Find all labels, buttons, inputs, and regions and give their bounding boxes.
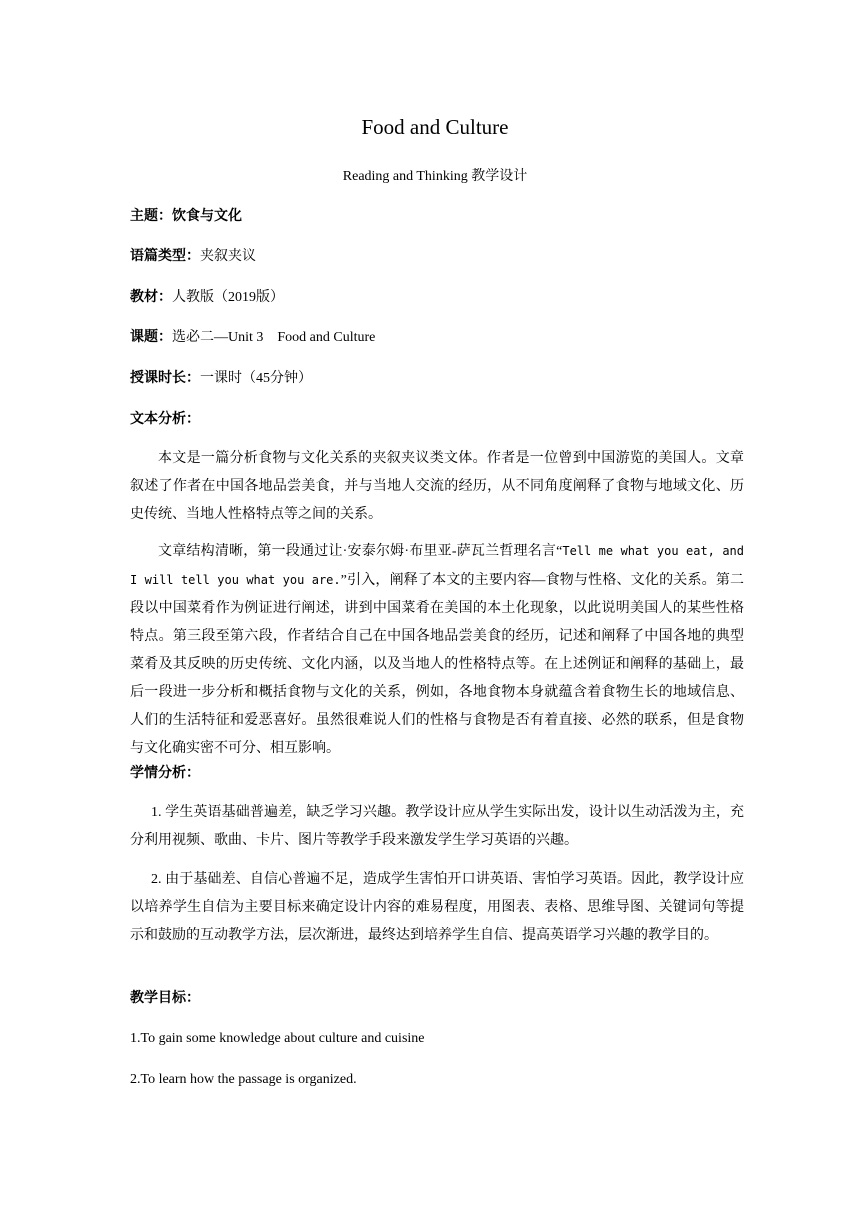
- paragraph-2-body: ”引入，阐释了本文的主要内容—食物与性格、文化的关系。第二段以中国菜肴作为例证进行阐述，讲到中国菜肴在美国的本土化现象，以此说明美国人的某些性格特点。第三段至第六段，作者结合自己在中国各地品尝美食的经历，记述和阐释了中国各地的典型菜肴及其反映的历史传统、文化内涵，以及当地人的性格特点等。在上述例证和阐释的基础上，最后一段进一步分析和概括食物与文化的关系，例如，各地食物本身就蕴含着食物生长的地域信息、人们的生活特征和爱恶喜好。虽然很难说人们的性格与食物是否有着直接、必然的联系，但是食物与文化确实密不可分、相互影响。: [130, 573, 744, 756]
- text-analysis-paragraph-1: 本文是一篇分析食物与文化关系的夹叙夹议类文体。作者是一位曾到中国游览的美国人。文章叙述了作者在中国各地品尝美食，并与当地人交流的经历，从不同角度阐释了食物与地域文化、历史传统、当地人性格特点等之间的关系。: [130, 451, 744, 522]
- brillat-savarin-quote: Tell me what you eat, and I will tell you what you are.: [130, 544, 744, 587]
- document-subtitle: Reading and Thinking 教学设计: [342, 169, 528, 184]
- text-analysis-paragraph-2: [130, 537, 744, 763]
- textbook-label: 教材：: [130, 290, 172, 305]
- lesson-value: 选必二—Unit 3 Food and Culture: [172, 330, 376, 345]
- learner-analysis-item-2: 2. 由于基础差、自信心普遍不足，造成学生害怕开口讲英语、害怕学习英语。因此，教学设计应以培养学生自信为主要目标来确定设计内容的难易程度，用图表、表格、思维导图、关键词句等提示和鼓励的互动教学方法，层次渐进，最终达到培养学生自信、提高英语学习兴趣的教学目的。: [130, 872, 744, 943]
- genre-label: 语篇类型：: [130, 249, 200, 264]
- paragraph-2-intro: 文章结构清晰，第一段通过让·安泰尔姆·布里亚-萨瓦兰哲理名言“: [158, 544, 563, 559]
- theme-label: 主题：: [130, 209, 172, 224]
- duration-field: [130, 368, 312, 390]
- document-title: Food and Culture: [361, 115, 509, 139]
- duration-label: 授课时长：: [130, 371, 200, 386]
- lesson-field: [130, 327, 375, 349]
- learner-analysis-heading: 学情分析：: [130, 766, 200, 781]
- learner-analysis-item-1: 1. 学生英语基础普遍差，缺乏学习兴趣。教学设计应从学生实际出发，设计以生动活泼为主，充分利用视频、歌曲、卡片、图片等教学手段来激发学生学习英语的兴趣。: [130, 805, 744, 848]
- lesson-label: 课题：: [130, 330, 172, 345]
- theme-value: 饮食与文化: [172, 209, 242, 224]
- objective-2: 2.To learn how the passage is organized.: [130, 1072, 357, 1087]
- objectives-heading: 教学目标：: [130, 991, 200, 1006]
- genre-field: [130, 246, 256, 268]
- text-analysis-heading: 文本分析：: [130, 412, 200, 427]
- textbook-field: [130, 287, 284, 309]
- theme-field: [130, 206, 242, 228]
- objective-1: 1.To gain some knowledge about culture and cuisine: [130, 1031, 425, 1046]
- textbook-value: 人教版（2019版）: [172, 290, 284, 305]
- duration-value: 一课时（45分钟）: [200, 371, 312, 386]
- genre-value: 夹叙夹议: [200, 249, 256, 264]
